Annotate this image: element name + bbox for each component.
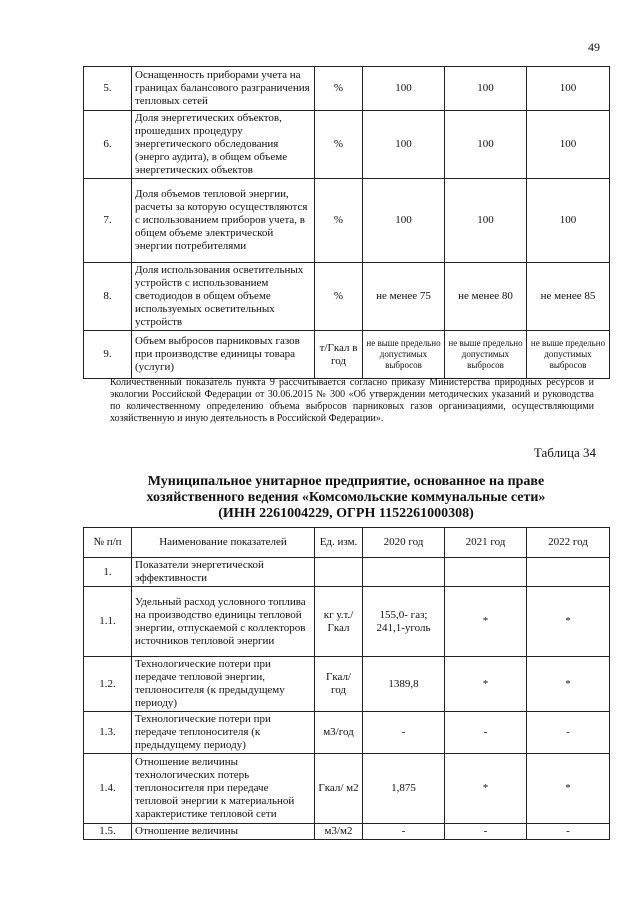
indicator-name: Технологические потери при передаче тепловой энергии, теплоносителя (к предыдущему периоду)	[132, 657, 315, 712]
unit: Гкал/ м2	[315, 754, 363, 824]
table-row	[84, 657, 610, 712]
value-2021: *	[445, 754, 527, 824]
indicator-name: Доля использования осветительных устройств с использованием светодиодов в общем объеме используемых осветительных устройств	[132, 263, 315, 331]
table-row	[84, 179, 610, 263]
indicator-name: Отношение величины	[132, 824, 315, 840]
table-row	[84, 111, 610, 179]
row-number: 9.	[84, 331, 132, 379]
value-2020: 155,0- газ; 241,1-уголь	[363, 587, 445, 657]
row-number: 1.5.	[84, 824, 132, 840]
page-number: 49	[588, 40, 600, 54]
header-number: № п/п	[84, 528, 132, 558]
value-2021: -	[445, 712, 527, 754]
value-2021	[445, 558, 527, 587]
value-2022: *	[527, 657, 610, 712]
value-2020: 1,875	[363, 754, 445, 824]
value-2022: *	[527, 587, 610, 657]
indicator-name: Отношение величины технологических потерь теплоносителя при передаче тепловой энергии к материальной характеристике тепловой сети	[132, 754, 315, 824]
value-2022: 100	[527, 111, 610, 179]
indicator-name: Доля энергетических объектов, прошедших процедуру энергетического обследования (энерго аудита), в общем объеме энергетических объектов	[132, 111, 315, 179]
value-2020	[363, 558, 445, 587]
heading-line: Муниципальное унитарное предприятие, основанное на праве	[147, 474, 545, 489]
row-number: 1.2.	[84, 657, 132, 712]
value-2021: 100	[445, 179, 527, 263]
unit: м3/год	[315, 712, 363, 754]
header-2021: 2021 год	[445, 528, 527, 558]
indicator-name: Показатели энергетической эффективности	[132, 558, 315, 587]
table-row	[84, 824, 610, 840]
indicator-name: Объем выбросов парниковых газов при производстве единицы товара (услуги)	[132, 331, 315, 379]
value-2020: -	[363, 712, 445, 754]
value-2020: не менее 75	[363, 263, 445, 331]
header-unit: Ед. изм.	[315, 528, 363, 558]
table-row	[84, 712, 610, 754]
unit: %	[315, 67, 363, 111]
table-row	[84, 67, 610, 111]
row-number: 7.	[84, 179, 132, 263]
row-number: 6.	[84, 111, 132, 179]
unit	[315, 558, 363, 587]
row-number: 5.	[84, 67, 132, 111]
value-2020: 100	[363, 67, 445, 111]
unit: т/Гкал в год	[315, 331, 363, 379]
row-number: 1.1.	[84, 587, 132, 657]
unit: м3/м2	[315, 824, 363, 840]
heading-line: хозяйственного ведения «Комсомольские коммунальные сети»	[146, 490, 546, 505]
table-row	[84, 587, 610, 657]
header-indicator: Наименование показателей	[132, 528, 315, 558]
row-number: 1.4.	[84, 754, 132, 824]
unit: Гкал/ год	[315, 657, 363, 712]
indicator-name: Доля объемов тепловой энергии, расчеты за которую осуществляются с использованием приборов учета, в общем объеме электрической энергии потребителями	[132, 179, 315, 263]
unit: %	[315, 263, 363, 331]
value-2021: не выше предельно допустимых выбросов	[445, 331, 527, 379]
value-2020: -	[363, 824, 445, 840]
indicator-name: Оснащенность приборами учета на границах балансового разграничения тепловых сетей	[132, 67, 315, 111]
table-label: Таблица 34	[533, 445, 596, 460]
unit: кг у.т./ Гкал	[315, 587, 363, 657]
indicators-table-continued	[83, 66, 610, 379]
header-2020: 2020 год	[363, 528, 445, 558]
value-2021: 100	[445, 67, 527, 111]
organization-heading	[83, 474, 609, 522]
value-2021: *	[445, 657, 527, 712]
indicator-name: Технологические потери при передаче теплоносителя (к предыдущему периоду)	[132, 712, 315, 754]
value-2022: *	[527, 754, 610, 824]
value-2022: не менее 85	[527, 263, 610, 331]
value-2022: -	[527, 824, 610, 840]
table-row	[84, 558, 610, 587]
unit: %	[315, 179, 363, 263]
value-2022: -	[527, 712, 610, 754]
value-2021: не менее 80	[445, 263, 527, 331]
value-2020: 100	[363, 179, 445, 263]
value-2021: *	[445, 587, 527, 657]
table-row	[84, 331, 610, 379]
heading-line: (ИНН 2261004229, ОГРН 1152261000308)	[218, 506, 474, 521]
value-2021: -	[445, 824, 527, 840]
table-row	[84, 263, 610, 331]
unit: %	[315, 111, 363, 179]
row-number: 1.3.	[84, 712, 132, 754]
table-header-row	[84, 528, 610, 558]
value-2021: 100	[445, 111, 527, 179]
row-number: 8.	[84, 263, 132, 331]
value-2020: 100	[363, 111, 445, 179]
footnote: Количественный показатель пункта 9 рассчитывается согласно приказу Министерства природных ресурсов и экологии Российской Федерации от 30.06.2015 № 300 «Об утверждении методических указаний и руководства по количественному определению объема выбросов парниковых газов организациями, осуществляющими хозяйственную и иную деятельность в Российской Федерации».	[110, 377, 594, 424]
value-2022: не выше предельно допустимых выбросов	[527, 331, 610, 379]
header-2022: 2022 год	[527, 528, 610, 558]
value-2022: 100	[527, 179, 610, 263]
value-2020: 1389,8	[363, 657, 445, 712]
indicator-name: Удельный расход условного топлива на производство единицы тепловой энергии, отпускаемой с коллекторов источников тепловой энергии	[132, 587, 315, 657]
indicators-table	[83, 527, 610, 840]
row-number: 1.	[84, 558, 132, 587]
table-row	[84, 754, 610, 824]
value-2022: 100	[527, 67, 610, 111]
value-2022	[527, 558, 610, 587]
value-2020: не выше предельно допустимых выбросов	[363, 331, 445, 379]
